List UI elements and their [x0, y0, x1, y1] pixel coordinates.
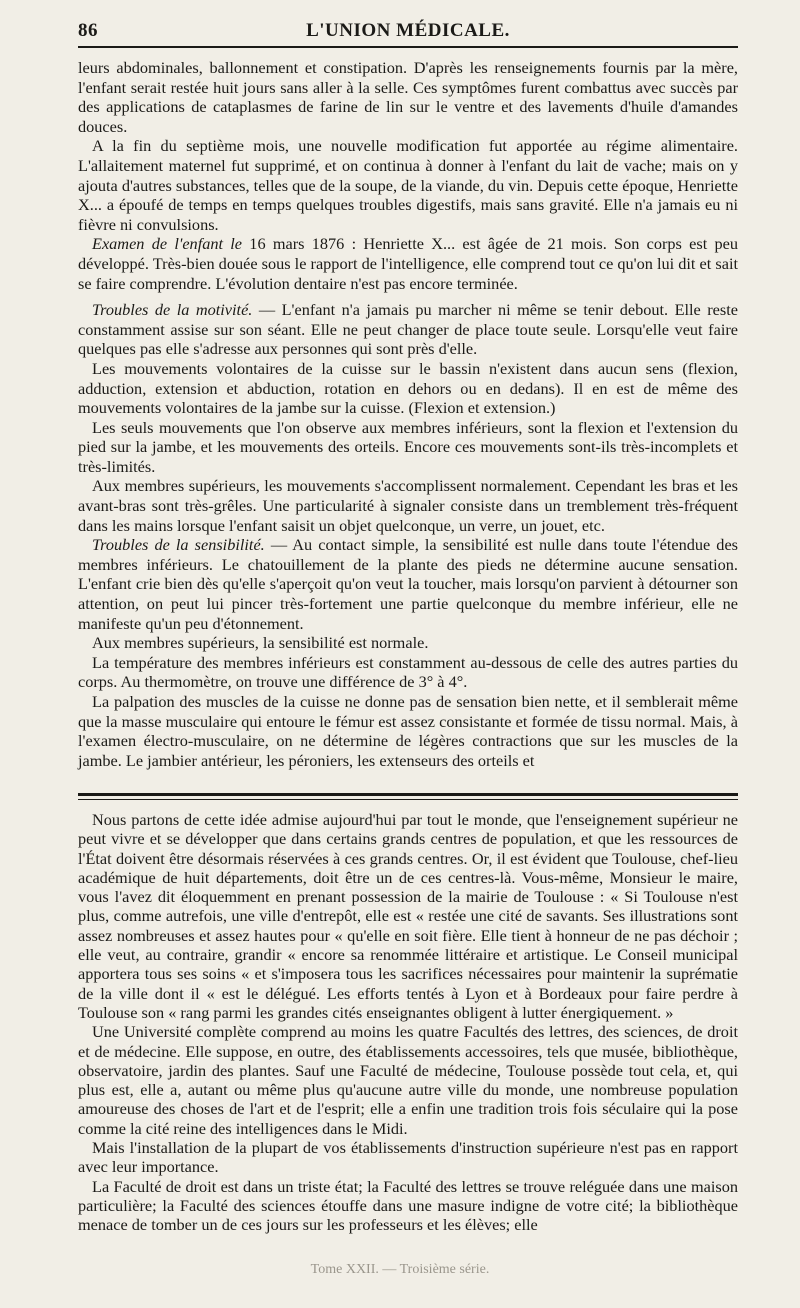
paragraph-body: 16 mars 1876 : Henriette X... est âgée de 21 mois. Son corps est peu développé. Très-bien douée sous le rapport de l'intelligence, elle comprend tout ce qu'on lui dit et sait se faire comprendre. L'évolution dentaire n'est pas encore terminée.	[78, 234, 739, 293]
paragraph: La palpation des muscles de la cuisse ne donne pas de sensation bien nette, et il semblerait même que la masse musculaire qui entoure le fémur est assez consistante et formée de tissu normal. Mais, à l'examen électro-musculaire, on ne détermine de légères contractions que sur les muscles de la jambe. Le jambier antérieur, les péroniers, les extenseurs des orteils et	[78, 692, 738, 770]
paragraph-body: — Au contact simple, la sensibilité est nulle dans toute l'étendue des membres inférieurs. Le chatouillement de la plante des pieds ne détermine aucune sensation. L'enfant crie bien dès qu'elle s'aperçoit qu'on veut la toucher, mais lorsqu'on parvient à détourner son attention, on peut lui pincer très-fortement une partie quelconque du membre inférieur, elle ne manifeste qu'un peu d'étonnement.	[78, 535, 739, 633]
paragraph	[78, 300, 738, 359]
paragraph: Nous partons de cette idée admise aujourd'hui par tout le monde, que l'enseignement supérieur ne peut vivre et se développer que dans certains grands centres de population, et que les ressources de l'État doivent être désormais réservées à ces grands centres. Or, il est évident que Toulouse, chef-lieu académique de huit départements, doit être un de ces centres-là. Vous-même, Monsieur le maire, vous l'avez dit éloquemment en prenant possession de la mairie de Toulouse : « Si Toulouse n'est plus, comme autrefois, une ville d'entrepôt, elle est « restée une cité de savants. Ses illustrations sont assez nombreuses et assez hautes pour « qu'elle en soit fière. Elle tient à honneur de ne pas déchoir ; elle veut, au contraire, grandir « encore sa renommée littéraire et artistique. Le Conseil municipal apportera tous ses soins « et s'imposera tous les sacrifices nécessaires pour maintenir la suprématie de la ville dont il « est le délégué. Les efforts tentés à Lyon et à Bordeaux pour faire perdre à Toulouse son « rang parmi les grandes cités enseignantes obligent à lutter énergiquement. »	[78, 810, 738, 1022]
paragraph	[78, 234, 738, 293]
paragraph: A la fin du septième mois, une nouvelle modification fut apportée au régime alimentaire. L'allaitement maternel fut supprimé, et on continua à donner à l'enfant du lait de vache; mais on y ajouta d'autres substances, telles que de la soupe, de la viande, du vin. Depuis cette époque, Henriette X... a époufé de temps en temps quelques troubles digestifs, mais sans gravité. Elle n'a jamais eu ni fièvre ni convulsions.	[78, 136, 738, 234]
paragraph: Aux membres supérieurs, les mouvements s'accomplissent normalement. Cependant les bras et les avant-bras sont très-grêles. Une particularité à signaler consiste dans un tremblement très-fréquent dans les mains lorsque l'enfant saisit un objet quelconque, un verre, un jouet, etc.	[78, 476, 738, 535]
paragraph: Les seuls mouvements que l'on observe aux membres inférieurs, sont la flexion et l'extension du pied sur la jambe, et les mouvements des orteils. Encore ces mouvements sont-ils très-incomplets et très-limités.	[78, 417, 738, 476]
footer-signature: Tome XXII. — Troisième série.	[310, 1262, 490, 1277]
paragraph-body: — L'enfant n'a jamais pu marcher ni même se tenir debout. Elle reste constamment assise sur son séant. Elle ne peut changer de place toute seule. Lorsqu'elle veut faire quelques pas elle s'adresse aux personnes qui sont près d'elle.	[78, 300, 738, 359]
case-report-text	[78, 58, 738, 770]
paragraph-lead: Troubles de la sensibilité.	[92, 535, 265, 555]
paragraph-lead: Examen de l'enfant le	[92, 234, 243, 254]
header-rule	[78, 46, 738, 48]
feuilleton-text	[78, 810, 738, 1235]
paragraph: La Faculté de droit est dans un triste état; la Faculté des lettres se trouve reléguée dans une maison particulière; la Faculté des sciences étouffe dans une masure indigne de votre cité; la bibliothèque menace de tomber un de ces jours sur les professeurs et les élèves; elle	[78, 1176, 738, 1235]
section-divider	[78, 793, 738, 800]
paragraph: leurs abdominales, ballonnement et constipation. D'après les renseignements fournis par la mère, l'enfant serait restée huit jours sans aller à la selle. Ces symptômes furent combattus avec succès par des applications de cataplasmes de farine de lin sur le ventre et des lavements d'huile d'amandes douces.	[78, 58, 738, 136]
paragraph: Mais l'installation de la plupart de vos établissements d'instruction supérieure n'est pas en rapport avec leur importance.	[78, 1138, 738, 1177]
page-number: 86	[78, 20, 98, 41]
paragraph: La température des membres inférieurs est constamment au-dessous de celle des autres parties du corps. Au thermomètre, on trouve une différence de 3° à 4°.	[78, 652, 738, 692]
paragraph: Les mouvements volontaires de la cuisse sur le bassin n'existent dans aucun sens (flexion, adduction, extension et abduction, rotation en dehors ou en dedans). Il en est de même des mouvements volontaires de la jambe sur la cuisse. (Flexion et extension.)	[78, 358, 738, 418]
paragraph	[78, 535, 738, 633]
paragraph: Aux membres supérieurs, la sensibilité est normale.	[92, 633, 429, 653]
paragraph: Une Université complète comprend au moins les quatre Facultés des lettres, des sciences, de droit et de médecine. Elle suppose, en outre, des établissements accessoires, tels que musée, bibliothèque, observatoire, jardin des plantes. Sauf une Faculté de médecine, Toulouse possède tout cela, et, qui plus est, elle a, autant ou même plus qu'aucune autre ville du monde, une nombreuse population amoureuse des choses de l'art et de l'esprit; elle a enfin une tradition trois fois séculaire qui la pose comme la cité reine des intelligences dans le Midi.	[78, 1022, 738, 1138]
journal-title: L'UNION MÉDICALE.	[306, 20, 510, 41]
running-header	[78, 18, 738, 44]
paragraph-lead: Troubles de la motivité.	[92, 300, 253, 320]
